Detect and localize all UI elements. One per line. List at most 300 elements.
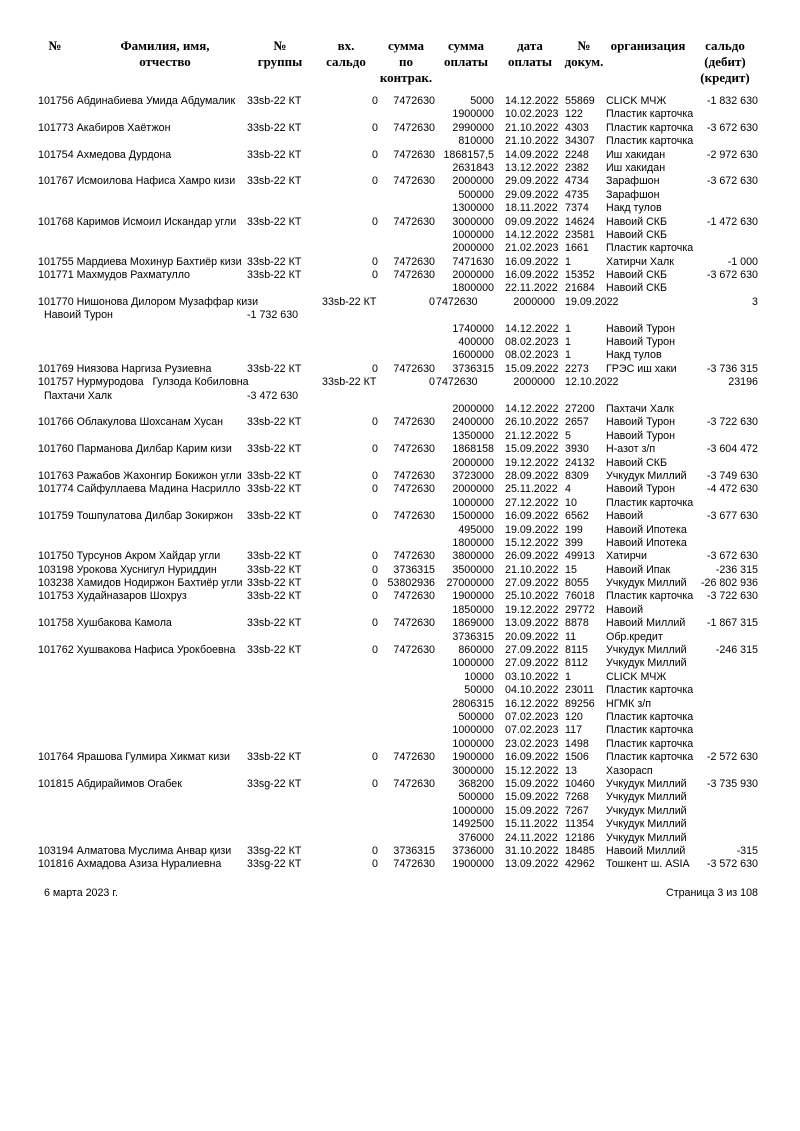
in-balance: 0 — [372, 510, 378, 523]
in-balance: 0 — [429, 295, 435, 308]
header-group: № группы — [257, 38, 303, 69]
balance: -3 672 630 — [706, 175, 758, 188]
student-name: 101757 Нурмуродова Гулзода Кобиловна Пахтачи Халк — [38, 376, 249, 402]
doc-number: 7267 — [565, 804, 589, 817]
payment-date: 21.10.2022 — [505, 121, 559, 134]
table-row — [0, 738, 800, 751]
organization: Пластик карточка — [606, 684, 694, 697]
payment-sum: 1000000 — [452, 657, 494, 670]
in-balance: 0 — [372, 590, 378, 603]
group-number: 33sb-22 КТ — [247, 469, 302, 482]
payment-sum: 7471630 — [452, 255, 494, 268]
payment-sum: 1500000 — [452, 510, 494, 523]
organization: Обр.кредит — [606, 630, 663, 643]
doc-number: 1 — [565, 255, 571, 268]
group-number: 33sg-22 КТ — [247, 844, 302, 857]
payment-date: 16.09.2022 — [505, 751, 559, 764]
student-name: 101760 Парманова Дилбар Карим кизи — [38, 443, 232, 456]
organization: Учкудук Миллий — [606, 818, 687, 831]
organization: Учкудук Миллий — [606, 791, 687, 804]
student-name: 101763 Ражабов Жахонгир Бокижон угли — [38, 469, 242, 482]
student-name: 103194 Алматова Муслима Анвар қизи — [38, 844, 232, 857]
doc-number: 120 — [565, 711, 583, 723]
payment-sum: 1350000 — [452, 429, 494, 442]
payment-sum: 1868158 — [452, 443, 494, 456]
organization: Навоий Ипотека — [606, 536, 687, 549]
balance: -1 472 630 — [706, 215, 758, 228]
payment-date: 22.11.2022 — [505, 282, 558, 295]
table-row — [0, 751, 800, 764]
group-number: 33sb-22 КТ — [247, 362, 302, 375]
payment-date: 15.09.2022 — [505, 443, 559, 456]
table-row — [0, 805, 800, 818]
in-balance: 0 — [372, 255, 378, 268]
doc-number: 5 — [565, 429, 571, 442]
balance: -3 572 630 — [706, 858, 758, 871]
balance: -1 832 630 — [706, 95, 758, 107]
doc-number: 55869 — [565, 95, 595, 107]
in-balance: 0 — [372, 148, 378, 161]
student-name: 101758 Хушбакова Камола — [38, 617, 172, 630]
in-balance: 0 — [372, 777, 378, 790]
contract-sum: 7472630 — [393, 858, 435, 871]
balance: -1 867 315 — [706, 617, 758, 630]
doc-number: 76018 — [565, 590, 595, 603]
contract-sum: 7472630 — [393, 175, 435, 188]
payment-sum: 400000 — [458, 336, 494, 349]
doc-number: 12186 — [565, 831, 595, 844]
payment-sum: 2000000 — [452, 483, 494, 496]
payment-date: 19.09.2022 — [505, 523, 559, 536]
group-number: 33sg-22 КТ — [247, 858, 302, 871]
balance: -4 472 630 — [706, 483, 758, 496]
payment-sum: 2990000 — [452, 121, 494, 134]
organization: Навоий СКБ — [606, 215, 668, 228]
doc-number: 34307 — [565, 135, 595, 148]
balance: -26 802 936 — [700, 577, 758, 590]
doc-number: 24132 — [565, 456, 595, 469]
payment-date: 24.11.2022 — [505, 831, 558, 844]
payment-date: 27.09.2022 — [505, 577, 559, 590]
payment-sum: 376000 — [458, 831, 494, 844]
group-number: 33sb-22 КТ — [247, 550, 302, 563]
doc-number: 13 — [565, 764, 577, 777]
payment-sum: 3800000 — [452, 550, 494, 563]
student-name: 101768 Каримов Исмоил Искандар угли — [38, 215, 237, 228]
student-name: 101754 Ахмедова Дурдона — [38, 148, 172, 161]
doc-number: 8878 — [565, 617, 589, 630]
payment-date: 25.11.2022 — [505, 483, 558, 496]
header-in-balance: вх. сальдо — [326, 38, 366, 69]
group-number: 33sb-22 КТ — [322, 376, 377, 389]
payment-date: 04.10.2022 — [505, 684, 559, 697]
payment-sum: 1869000 — [452, 617, 494, 630]
payment-date: 16.09.2022 — [505, 255, 559, 268]
table-row — [0, 430, 800, 443]
organization: Навоий Турон — [606, 322, 676, 335]
header-balance: сальдо (дебит) (кредит) — [700, 38, 750, 85]
table-row — [0, 617, 800, 630]
doc-number: 14624 — [565, 215, 595, 228]
payment-sum: 1850000 — [452, 603, 494, 616]
doc-number: 8309 — [565, 469, 589, 482]
organization: Хатирчи — [606, 550, 647, 563]
organization: -1 732 630 — [247, 309, 299, 322]
payment-sum: 3736000 — [452, 844, 494, 857]
payment-date: 15.12.2022 — [505, 536, 559, 549]
payment-date: 19.09.2022 — [565, 295, 619, 308]
payment-sum: 3723000 — [452, 469, 494, 482]
table-row — [0, 510, 800, 523]
table-row — [0, 590, 800, 603]
balance: -3 722 630 — [706, 590, 758, 603]
organization: Учкудук Миллий — [606, 831, 687, 844]
payment-date: 15.11.2022 — [505, 818, 558, 831]
payment-date: 10.02.2023 — [505, 108, 559, 121]
in-balance: 0 — [372, 858, 378, 871]
table-row — [0, 765, 800, 778]
table-row — [0, 256, 800, 269]
header-payment-sum: сумма оплаты — [444, 38, 488, 69]
payment-date: 12.10.2022 — [565, 376, 619, 389]
payment-sum: 1492500 — [452, 818, 494, 831]
payment-date: 15.12.2022 — [505, 764, 559, 777]
payment-date: 16.12.2022 — [505, 697, 559, 710]
organization: Иш хакидан — [606, 148, 666, 161]
contract-sum: 7472630 — [393, 751, 435, 764]
payment-sum: 1000000 — [452, 496, 494, 509]
table-body — [0, 95, 800, 872]
doc-number: 11354 — [565, 818, 594, 831]
table-row — [0, 684, 800, 697]
table-row — [0, 443, 800, 456]
group-number: 33sb-22 КТ — [247, 269, 302, 282]
payment-date: 13.09.2022 — [505, 617, 559, 630]
organization: Учкудук Миллий — [606, 577, 687, 590]
payment-sum: 2400000 — [452, 416, 494, 429]
payment-sum: 2000000 — [452, 403, 494, 416]
doc-number: 1498 — [565, 737, 589, 750]
payment-date: 21.02.2023 — [505, 242, 559, 255]
table-row — [0, 189, 800, 202]
payment-date: 15.09.2022 — [505, 804, 559, 817]
table-row — [0, 724, 800, 737]
student-name: 101766 Облакулова Шохсанам Хусан — [38, 416, 224, 429]
table-row — [0, 336, 800, 349]
payment-date: 20.09.2022 — [505, 630, 559, 643]
payment-sum: 1868157,5 — [443, 148, 494, 161]
table-row — [0, 242, 800, 255]
contract-sum: 3736315 — [393, 563, 435, 576]
organization: Учкудук Миллий — [606, 804, 687, 817]
doc-number: 8112 — [565, 657, 588, 670]
table-row — [0, 644, 800, 657]
payment-date: 08.02.2023 — [505, 336, 559, 349]
payment-date: 31.10.2022 — [505, 844, 559, 857]
doc-number: 2273 — [565, 362, 589, 375]
doc-number: 11 — [565, 630, 577, 643]
in-balance: 0 — [372, 644, 378, 657]
organization: Пластик карточка — [606, 751, 694, 764]
contract-sum: 7472630 — [393, 255, 435, 268]
payment-sum: 1740000 — [452, 322, 494, 335]
in-balance: 0 — [429, 376, 435, 389]
table-row — [0, 537, 800, 550]
contract-sum: 7472630 — [393, 269, 435, 282]
organization: Навоий Ипак — [606, 563, 671, 576]
group-number: 33sb-22 КТ — [247, 751, 302, 764]
doc-number: 23011 — [565, 684, 594, 697]
group-number: 33sb-22 КТ — [247, 215, 302, 228]
contract-sum: 7472630 — [436, 376, 478, 389]
doc-number: 122 — [565, 108, 583, 121]
payment-sum: 3000000 — [452, 215, 494, 228]
payment-date: 13.09.2022 — [505, 858, 559, 871]
payment-sum: 50000 — [464, 684, 494, 697]
header-name: Фамилия, имя, отчество — [120, 38, 210, 69]
payment-date: 16.09.2022 — [505, 269, 559, 282]
payment-sum: 3000000 — [452, 764, 494, 777]
doc-number: 18485 — [565, 844, 595, 857]
table-row — [0, 269, 800, 282]
group-number: 33sg-22 КТ — [247, 777, 302, 790]
doc-number: 23581 — [565, 228, 595, 241]
header-org: организация — [610, 38, 686, 53]
payment-date: 03.10.2022 — [505, 670, 559, 683]
doc-number: 8115 — [565, 644, 588, 657]
organization: Учкудук Миллий — [606, 657, 687, 670]
contract-sum: 7472630 — [393, 215, 435, 228]
in-balance: 0 — [372, 577, 378, 590]
student-name: 101774 Сайфуллаева Мадина Насрилло — [38, 483, 241, 496]
organization: Зарафшон — [606, 188, 660, 201]
doc-number: 4735 — [565, 188, 589, 201]
in-balance: 0 — [372, 215, 378, 228]
table-row — [0, 323, 800, 336]
table-row — [0, 216, 800, 229]
payment-date: 16.09.2022 — [505, 510, 559, 523]
organization: Навоий — [606, 510, 644, 523]
payment-date: 15.09.2022 — [505, 362, 559, 375]
payment-sum: 1800000 — [452, 282, 494, 295]
contract-sum: 7472630 — [436, 295, 478, 308]
table-header — [0, 38, 800, 88]
contract-sum: 7472630 — [393, 617, 435, 630]
doc-number: 3930 — [565, 443, 589, 456]
organization: Навоий Турон — [606, 336, 676, 349]
table-row — [0, 122, 800, 135]
student-name: 101753 Худайназаров Шохруз — [38, 590, 187, 603]
payment-date: 15.09.2022 — [505, 791, 559, 804]
header-contract-sum: сумма по контрак. — [379, 38, 433, 85]
payment-sum: 1000000 — [452, 724, 494, 737]
organization: Пластик карточка — [606, 242, 694, 255]
table-row — [0, 483, 800, 496]
organization: Иш хакидан — [606, 161, 666, 174]
balance: -3 749 630 — [706, 469, 758, 482]
student-name: 101764 Ярашова Гулмира Хикмат кизи — [38, 751, 231, 764]
balance: -3 672 630 — [706, 121, 758, 134]
doc-number: 2382 — [565, 161, 589, 174]
doc-number: 10460 — [565, 777, 595, 790]
contract-sum: 7472630 — [393, 777, 435, 790]
doc-number: 1 — [565, 349, 571, 362]
in-balance: 0 — [372, 95, 378, 107]
group-number: 33sb-22 КТ — [247, 577, 302, 590]
table-row — [0, 631, 800, 644]
doc-number: 4734 — [565, 175, 589, 188]
payment-date: 14.12.2022 — [505, 403, 559, 416]
contract-sum: 7472630 — [393, 95, 435, 107]
table-row — [0, 671, 800, 684]
payment-date: 14.09.2022 — [505, 148, 559, 161]
group-number: 33sb-22 КТ — [247, 175, 302, 188]
in-balance: 0 — [372, 844, 378, 857]
payment-date: 08.02.2023 — [505, 349, 559, 362]
balance: -2 572 630 — [706, 751, 758, 764]
doc-number: 4303 — [565, 121, 589, 134]
payment-date: 19.12.2022 — [505, 603, 559, 616]
doc-number: 2248 — [565, 148, 589, 161]
organization: Навоий Ипотека — [606, 523, 687, 536]
group-number: 33sb-22 КТ — [247, 483, 302, 496]
table-row — [0, 403, 800, 416]
group-number: 33sb-22 КТ — [247, 644, 302, 657]
doc-number: 1 — [565, 670, 571, 683]
payment-date: 23.02.2023 — [505, 737, 559, 750]
payment-date: 28.09.2022 — [505, 469, 559, 482]
balance: -246 315 — [715, 644, 758, 657]
payment-sum: 2000000 — [452, 242, 494, 255]
payment-date: 26.10.2022 — [505, 416, 559, 429]
doc-number: 4 — [565, 483, 571, 496]
doc-number: 7374 — [565, 202, 589, 215]
payment-date: 21.10.2022 — [505, 135, 559, 148]
in-balance: 0 — [372, 121, 378, 134]
table-row — [0, 791, 800, 804]
student-name: 101756 Абдинабиева Умида Абдумалик — [38, 95, 236, 107]
payment-sum: 3500000 — [452, 563, 494, 576]
balance: -1 000 — [727, 255, 758, 268]
organization: Накд тулов — [606, 349, 662, 362]
payment-sum: 1000000 — [452, 737, 494, 750]
payment-sum: 2000000 — [452, 269, 494, 282]
organization: ГРЭС иш хаки — [606, 362, 677, 375]
table-row — [0, 149, 800, 162]
doc-number: 15 — [565, 563, 577, 576]
payment-sum: 1000000 — [452, 228, 494, 241]
doc-number: 1 — [565, 336, 571, 349]
payment-date: 18.11.2022 — [505, 202, 558, 215]
balance: -3 604 472 — [706, 443, 758, 456]
group-number: 33sb-22 КТ — [247, 443, 302, 456]
payment-sum: 1900000 — [452, 858, 494, 871]
contract-sum: 7472630 — [393, 469, 435, 482]
student-name: 101755 Мардиева Мохинур Бахтиёр кизи — [38, 255, 242, 268]
organization: Пластик карточка — [606, 724, 694, 737]
balance: -3 672 630 — [706, 550, 758, 563]
payment-sum: 1900000 — [452, 751, 494, 764]
organization: Учкудук Миллий — [606, 644, 687, 657]
student-name: 101815 Абдирайимов Огабек — [38, 777, 182, 790]
header-num: № — [48, 38, 62, 53]
payment-date: 14.12.2022 — [505, 322, 559, 335]
payment-date: 27.09.2022 — [505, 644, 559, 657]
organization: Пластик карточка — [606, 121, 694, 134]
student-name: 101771 Махмудов Рахматулло — [38, 269, 191, 282]
payment-date: 29.09.2022 — [505, 175, 559, 188]
group-number: 33sb-22 КТ — [247, 416, 302, 429]
payment-date: 21.12.2022 — [505, 429, 559, 442]
payment-date: 07.02.2023 — [505, 724, 559, 737]
payment-date: 07.02.2023 — [505, 711, 559, 723]
student-name: 101759 Тошпулатова Дилбар Зокиржон — [38, 510, 234, 523]
student-name: 101762 Хушвакова Нафиса Урокбоевна — [38, 644, 236, 657]
table-row — [0, 135, 800, 148]
table-row — [0, 296, 800, 323]
doc-number: 49913 — [565, 550, 595, 563]
organization: Навоий СКБ — [606, 282, 668, 295]
table-row — [0, 229, 800, 242]
organization: Навоий СКБ — [606, 456, 668, 469]
table-row — [0, 845, 800, 858]
in-balance: 0 — [372, 175, 378, 188]
payment-sum: 3736315 — [452, 362, 494, 375]
doc-number: 15352 — [565, 269, 595, 282]
doc-number: 1661 — [565, 242, 589, 255]
balance: 3 — [752, 295, 758, 308]
organization: Навоий СКБ — [606, 228, 668, 241]
payment-date: 14.12.2022 — [505, 95, 559, 107]
table-row — [0, 564, 800, 577]
organization: Зарафшон — [606, 175, 660, 188]
doc-number: 27200 — [565, 403, 595, 416]
organization: Навоий СКБ — [606, 269, 668, 282]
balance: -236 315 — [715, 563, 758, 576]
in-balance: 0 — [372, 751, 378, 764]
table-row — [0, 457, 800, 470]
contract-sum: 53802936 — [387, 577, 435, 590]
payment-sum: 495000 — [458, 523, 494, 536]
footer-date: 6 марта 2023 г. — [44, 887, 118, 899]
table-row — [0, 363, 800, 376]
in-balance: 0 — [372, 362, 378, 375]
contract-sum: 7472630 — [393, 510, 435, 523]
table-row — [0, 497, 800, 510]
table-row — [0, 818, 800, 831]
doc-number: 42962 — [565, 858, 595, 871]
organization: Накд тулов — [606, 202, 662, 215]
payment-sum: 2631843 — [452, 161, 494, 174]
group-number: 33sb-22 КТ — [247, 563, 302, 576]
payment-date: 19.12.2022 — [505, 456, 559, 469]
group-number: 33sb-22 КТ — [322, 295, 377, 308]
contract-sum: 7472630 — [393, 362, 435, 375]
doc-number: 199 — [565, 523, 583, 536]
contract-sum: 7472630 — [393, 416, 435, 429]
organization: Навоий Миллий — [606, 617, 686, 630]
doc-number: 1 — [565, 322, 571, 335]
organization: НГМК з/п — [606, 697, 652, 710]
table-row — [0, 550, 800, 563]
organization: Пластик карточка — [606, 737, 694, 750]
contract-sum: 7472630 — [393, 148, 435, 161]
group-number: 33sb-22 КТ — [247, 255, 302, 268]
organization: Пластик карточка — [606, 711, 694, 723]
group-number: 33sb-22 КТ — [247, 121, 302, 134]
contract-sum: 7472630 — [393, 644, 435, 657]
payment-date: 21.10.2022 — [505, 563, 559, 576]
